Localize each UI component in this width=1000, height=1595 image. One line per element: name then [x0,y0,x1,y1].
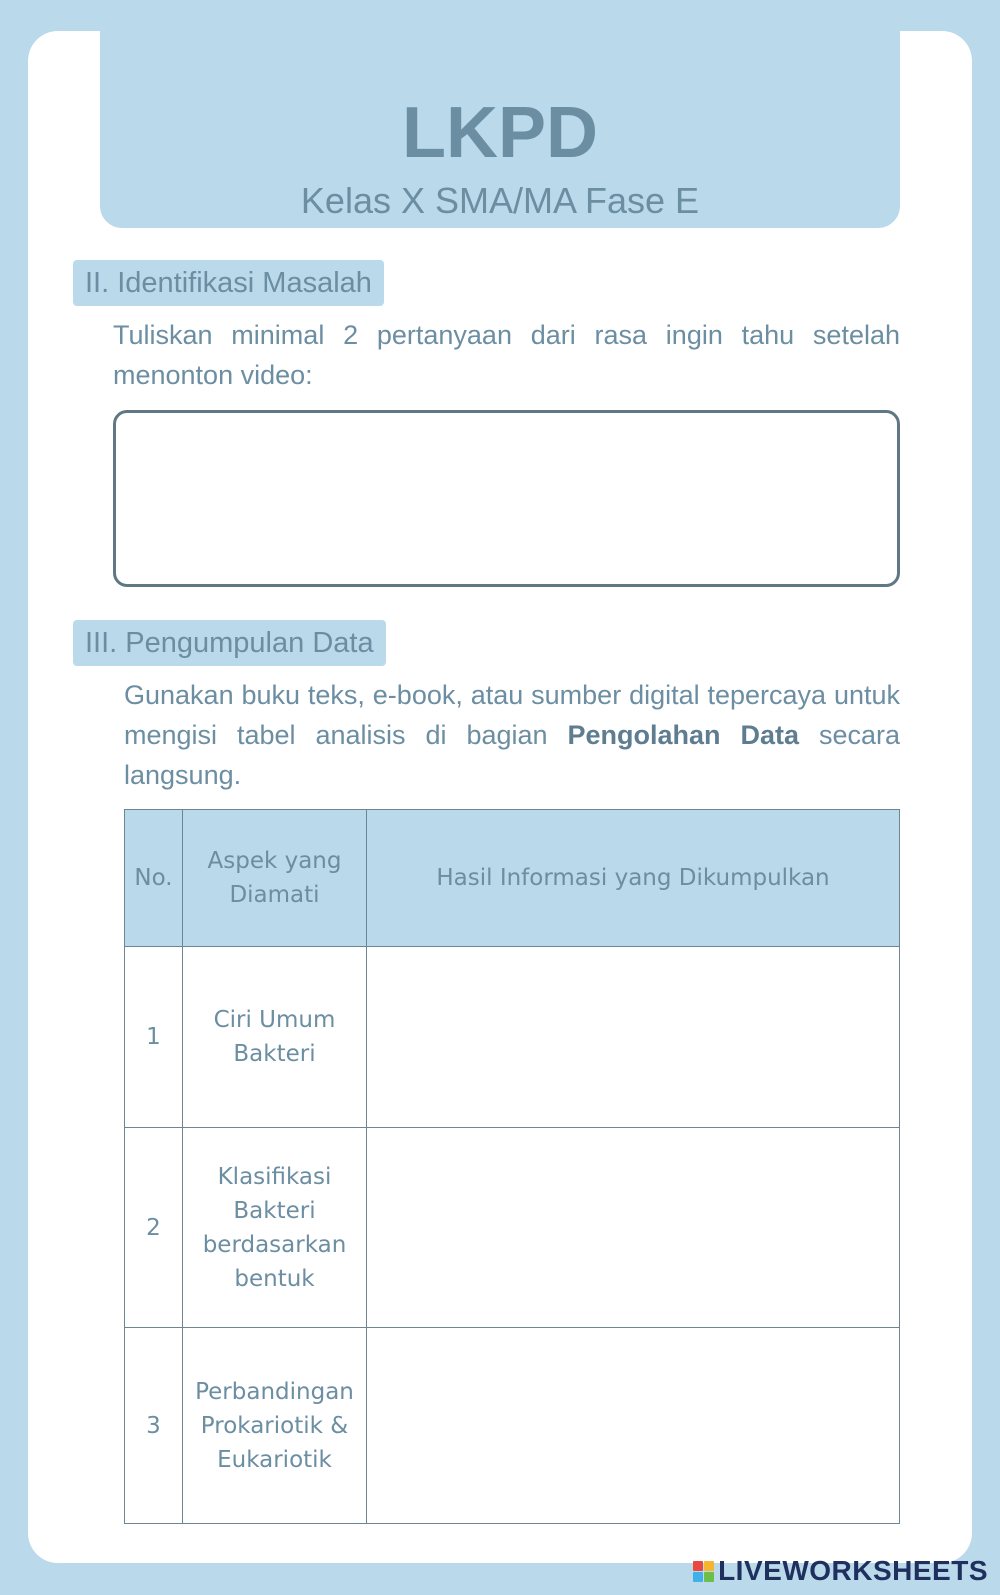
page-subtitle: Kelas X SMA/MA Fase E [300,180,700,221]
hasil-input[interactable] [367,947,899,1127]
hasil-input[interactable] [367,1328,899,1523]
section-label-pengumpulan: III. Pengumpulan Data [73,620,386,666]
instruction-bold-part: Pengolahan Data [567,720,799,750]
row-aspek: Klasifikasi Bakteri berdasarkan bentuk [183,1128,367,1328]
pengumpulan-instruction [124,675,900,795]
instruction-text-part: Gunakan buku teks, e-book, atau sumber digital tepercaya untuk mengisi tabel analisis di bagian [124,680,900,750]
identifikasi-instruction: Tuliskan minimal 2 pertanyaan dari rasa ingin tahu setelah menonton video: [113,320,900,390]
row-aspek: Perbandingan Prokariotik & Eukariotik [183,1328,367,1524]
row-number: 1 [125,947,183,1128]
row-aspek: Ciri Umum Bakteri [183,947,367,1128]
logo-square [704,1561,714,1571]
row-hasil-cell [367,947,900,1128]
page-title: LKPD [402,93,598,173]
hasil-input[interactable] [367,1128,899,1327]
row-number: 2 [125,1128,183,1328]
section-label-identifikasi: II. Identifikasi Masalah [73,260,384,306]
liveworksheets-logo [693,1555,988,1587]
table-row [125,1128,900,1328]
row-number: 3 [125,1328,183,1524]
table-row [125,1328,900,1524]
header-hasil: Hasil Informasi yang Dikumpulkan [367,810,900,947]
liveworksheets-logo-icon [693,1561,714,1582]
identifikasi-answer-input[interactable] [113,410,900,587]
row-hasil-cell [367,1328,900,1524]
logo-square [704,1572,714,1582]
row-hasil-cell [367,1128,900,1328]
header-banner [100,31,900,228]
header-aspek: Aspek yang Diamati [183,810,367,947]
brand-name: LIVEWORKSHEETS [718,1555,988,1586]
instruction-text-part: secara langsung. [124,720,900,790]
table-row [125,947,900,1128]
table-header-row [125,810,900,947]
logo-square [693,1561,703,1571]
data-table [124,809,900,1524]
header-no: No. [125,810,183,947]
logo-square [693,1572,703,1582]
